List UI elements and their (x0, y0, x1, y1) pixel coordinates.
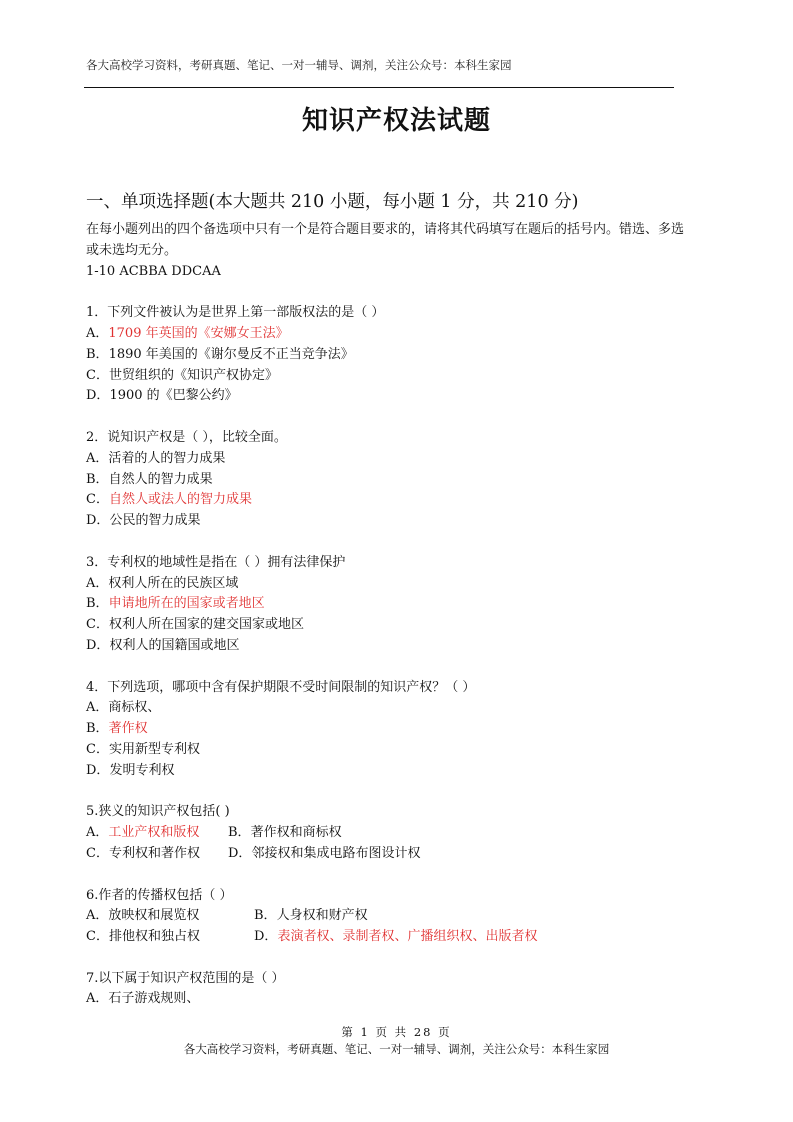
question-stem: 2．说知识产权是（ ），比较全面。 (86, 429, 287, 445)
option-row (86, 490, 686, 511)
question (86, 886, 686, 948)
option-row (86, 345, 686, 366)
answer-key: 1-10 ACBBA DDCAA (86, 263, 221, 279)
option-text: 公民的智力成果 (109, 513, 201, 529)
option-row (86, 449, 686, 470)
blank-line (86, 948, 686, 969)
question (86, 428, 686, 532)
option-text: 自然人或法人的智力成果 (108, 492, 252, 508)
header-rule (84, 87, 674, 88)
question (86, 969, 686, 1011)
option-label: C． (86, 741, 109, 757)
option (86, 386, 238, 407)
question-stem: 3．专利权的地域性是指在（ ）拥有法律保护 (86, 554, 346, 570)
option-row (86, 511, 686, 532)
option-label: A． (86, 325, 109, 341)
option-text: 人身权和财产权 (276, 908, 368, 924)
option-row (86, 636, 686, 657)
option-label: D． (86, 513, 110, 529)
option-row (86, 386, 686, 407)
question-stem: 1．下列文件被认为是世界上第一部版权法的是（ ） (86, 305, 385, 321)
option-text: 著作权 (108, 721, 148, 737)
option-label: C． (86, 492, 109, 508)
option (86, 906, 254, 927)
option-label: C． (86, 929, 109, 945)
option (86, 345, 354, 366)
option-label: D． (86, 762, 110, 778)
option-row (86, 740, 686, 761)
option (228, 823, 342, 844)
question-stem: 7.以下属于知识产权范围的是（ ） (86, 970, 285, 986)
blank-line (86, 782, 686, 803)
option-label: C． (86, 845, 109, 861)
option-text: 商标权、 (108, 700, 161, 716)
option-label: A． (86, 991, 109, 1007)
option-text: 实用新型专利权 (108, 741, 200, 757)
option (86, 449, 225, 470)
option (86, 490, 252, 511)
blank-line (86, 532, 686, 553)
option (86, 989, 199, 1010)
option-label: D． (86, 637, 110, 653)
option-text: 1709 年英国的《安娜女王法》 (108, 325, 289, 341)
document-body (86, 220, 686, 1010)
option-label: D． (86, 388, 110, 404)
option-row (86, 615, 686, 636)
option-row (86, 698, 686, 719)
option-text: 邻接权和集成电路布图设计权 (251, 845, 421, 861)
option-label: A． (86, 700, 109, 716)
option (86, 698, 160, 719)
option-label: B． (86, 471, 109, 487)
page-footer: 各大高校学习资料，考研真题、笔记、一对一辅导、调剂，关注公众号：本科生家园 (183, 1042, 610, 1056)
question-stem: 4．下列选项，哪项中含有保护期限不受时间限制的知识产权？（ ） (86, 679, 476, 695)
option-row (86, 594, 686, 615)
question-stem: 5.狭义的知识产权包括( ) (86, 804, 230, 820)
option-text: 发明专利权 (109, 762, 175, 778)
option-text: 著作权和商标权 (250, 825, 342, 841)
option (86, 324, 289, 345)
option-row (86, 823, 686, 844)
option (86, 511, 200, 532)
question (86, 678, 686, 782)
option (86, 615, 304, 636)
option-label: B． (86, 346, 109, 362)
option-row (86, 574, 686, 595)
option-text: 工业产权和版权 (108, 825, 200, 841)
option-row (86, 844, 686, 865)
option-row (86, 470, 686, 491)
option-label: B． (254, 908, 277, 924)
option-text: 专利权和著作权 (108, 845, 200, 861)
option-text: 排他权和独占权 (108, 929, 200, 945)
option (254, 906, 368, 927)
option-text: 表演者权、录制者权、广播组织权、出版者权 (277, 929, 538, 945)
option-text: 权利人的国籍国或地区 (109, 637, 240, 653)
option-row (86, 719, 686, 740)
blank-line (86, 657, 686, 678)
option-row (86, 761, 686, 782)
question-list (86, 282, 686, 1010)
option-label: B． (86, 721, 109, 737)
option (254, 927, 537, 948)
option (86, 927, 254, 948)
option-label: C． (86, 367, 109, 383)
option-row (86, 366, 686, 387)
option (86, 844, 228, 865)
option-text: 自然人的智力成果 (108, 471, 213, 487)
option-label: A． (86, 575, 109, 591)
question (86, 802, 686, 864)
option-label: D． (254, 929, 278, 945)
blank-line (86, 282, 686, 303)
option (86, 366, 278, 387)
section-heading: 一、单项选择题(本大题共 210 小题，每小题 1 分，共 210 分) (86, 192, 579, 212)
option (86, 761, 174, 782)
option (86, 740, 200, 761)
option (228, 844, 420, 865)
question (86, 303, 686, 407)
option-text: 申请地所在的国家或者地区 (108, 596, 265, 612)
option-text: 1890 年美国的《谢尔曼反不正当竞争法》 (108, 346, 354, 362)
option-row (86, 906, 686, 927)
option (86, 594, 265, 615)
blank-line (86, 407, 686, 428)
option-label: A． (86, 825, 109, 841)
option (86, 823, 228, 844)
option-row (86, 989, 686, 1010)
option-text: 活着的人的智力成果 (108, 450, 226, 466)
option-row (86, 927, 686, 948)
option (86, 574, 238, 595)
option-text: 放映权和展览权 (108, 908, 200, 924)
option-label: A． (86, 908, 109, 924)
page-header: 各大高校学习资料，考研真题、笔记、一对一辅导、调剂，关注公众号：本科生家园 (86, 58, 512, 72)
option-text: 石子游戏规则、 (108, 991, 200, 1007)
instructions: 在每小题列出的四个备选项中只有一个是符合题目要求的，请将其代码填写在题后的括号内。错选、多选或未选均无分。 (86, 222, 685, 258)
option-text: 1900 的《巴黎公约》 (109, 388, 238, 404)
option (86, 470, 213, 491)
option-text: 权利人所在的民族区域 (108, 575, 239, 591)
option-label: B． (228, 825, 251, 841)
option (86, 636, 239, 657)
question-stem: 6.作者的传播权包括（ ） (86, 887, 233, 903)
option-label: D． (228, 845, 252, 861)
option-text: 世贸组织的《知识产权协定》 (108, 367, 278, 383)
question (86, 553, 686, 657)
document-title: 知识产权法试题 (301, 106, 491, 136)
option-label: A． (86, 450, 109, 466)
option (86, 719, 148, 740)
blank-line (86, 865, 686, 886)
option-row (86, 324, 686, 345)
page-number: 第 1 页 共 28 页 (341, 1025, 452, 1039)
option-label: C． (86, 617, 109, 633)
option-text: 权利人所在国家的建交国家或地区 (108, 617, 304, 633)
option-label: B． (86, 596, 109, 612)
